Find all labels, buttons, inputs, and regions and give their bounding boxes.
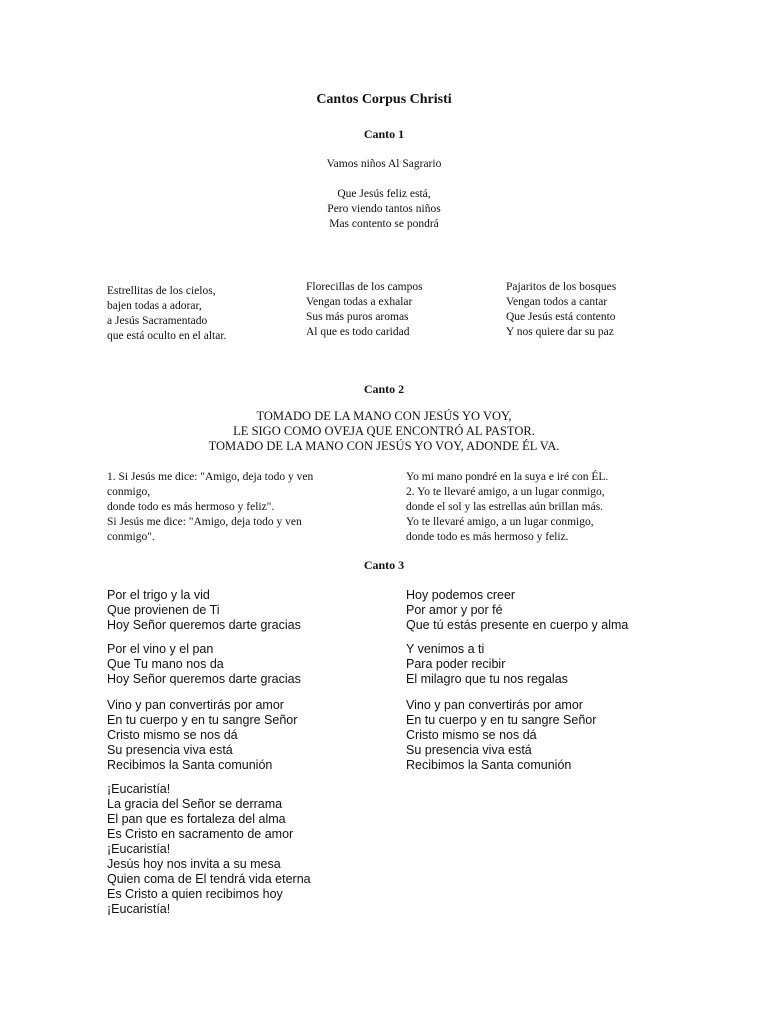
stanza-line: bajen todas a adorar, <box>107 300 202 312</box>
lyric-line: ¡Eucaristía! <box>107 782 171 796</box>
lyric-line: Para poder recibir <box>406 657 506 671</box>
verse-line: 2. Yo te llevaré amigo, a un lugar conmigo, <box>406 486 605 498</box>
stanza-line: Y nos quiere dar su paz <box>506 326 614 338</box>
lyric-line: El pan que es fortaleza del alma <box>107 812 286 826</box>
lyric-line: Jesús hoy nos invita a su mesa <box>107 857 281 871</box>
lyric-line: En tu cuerpo y en tu sangre Señor <box>107 713 298 727</box>
stanza-line: Pajaritos de los bosques <box>506 281 617 293</box>
canto-1-heading: Canto 1 <box>363 127 405 141</box>
chorus-line: Mas contento se pondrá <box>329 218 439 230</box>
lyric-line: El milagro que tu nos regalas <box>406 672 568 686</box>
canto-3-left-stanza-2 <box>107 642 301 687</box>
canto-2-refrain <box>0 409 768 454</box>
lyric-line: ¡Eucaristía! <box>107 902 171 916</box>
stanza-line: Vengan todos a cantar <box>506 296 608 308</box>
verse-line: donde todo es más hermoso y feliz". <box>107 501 275 513</box>
lyric-line: Que Tu mano nos da <box>107 657 224 671</box>
stanza-line: Florecillas de los campos <box>306 281 423 293</box>
verse-line: Si Jesús me dice: "Amigo, deja todo y ven <box>107 516 302 528</box>
stanza-line: Al que es todo caridad <box>306 326 410 338</box>
canto-1-intro: Vamos niños Al Sagrario <box>326 158 442 170</box>
canto-3-right-stanza-2 <box>406 642 568 687</box>
refrain-line: TOMADO DE LA MANO CON JESÚS YO VOY, <box>256 409 512 423</box>
lyric-line: Que provienen de Ti <box>107 603 220 617</box>
refrain-line: TOMADO DE LA MANO CON JESÚS YO VOY, ADONDE ÉL VA. <box>208 439 560 453</box>
canto-3-right-stanza-1 <box>406 588 628 633</box>
chorus-line: Que Jesús feliz está, <box>337 188 431 200</box>
canto-1-stanza-stars <box>107 284 226 344</box>
verse-line: 1. Si Jesús me dice: "Amigo, deja todo y ven <box>107 471 314 483</box>
stanza-line: que está oculto en el altar. <box>107 330 227 342</box>
refrain-line: LE SIGO COMO OVEJA QUE ENCONTRÓ AL PASTOR. <box>233 424 535 438</box>
lyric-line: Cristo mismo se nos dá <box>406 728 537 742</box>
lyric-line: Hoy Señor queremos darte gracias <box>107 618 301 632</box>
canto-3-left-stanza-1 <box>107 588 301 633</box>
verse-line: conmigo". <box>107 531 155 543</box>
lyric-line: Hoy Señor queremos darte gracias <box>107 672 301 686</box>
verse-line: Yo mi mano pondré en la suya e iré con ÉL. <box>406 471 609 483</box>
lyric-line: Por amor y por fé <box>406 603 503 617</box>
lyric-line: Recibimos la Santa comunión <box>107 758 273 772</box>
canto-3-right-stanza-3 <box>406 698 596 773</box>
lyric-line: Por el trigo y la vid <box>107 588 210 602</box>
lyric-line: ¡Eucaristía! <box>107 842 171 856</box>
lyric-line: Hoy podemos creer <box>406 588 516 602</box>
chorus-line: Pero viendo tantos niños <box>327 203 441 215</box>
lyric-line: Quien coma de El tendrá vida eterna <box>107 872 311 886</box>
stanza-line: a Jesús Sacramentado <box>107 315 208 327</box>
lyric-line: Cristo mismo se nos dá <box>107 728 238 742</box>
lyric-line: La gracia del Señor se derrama <box>107 797 283 811</box>
canto-3-heading: Canto 3 <box>363 558 405 572</box>
stanza-line: Sus más puros aromas <box>306 311 409 323</box>
stanza-line: Que Jesús está contento <box>506 311 616 323</box>
lyric-line: Es Cristo a quien recibimos hoy <box>107 887 283 901</box>
stanza-line: Estrellitas de los cielos, <box>107 285 216 297</box>
verse-line: Yo te llevaré amigo, a un lugar conmigo, <box>406 516 594 528</box>
canto-3-left-stanza-3 <box>107 698 297 773</box>
lyric-line: Su presencia viva está <box>107 743 233 757</box>
verse-line: donde el sol y las estrellas aún brillan más. <box>406 501 604 513</box>
verse-line: conmigo, <box>107 486 151 498</box>
canto-1-chorus <box>0 187 768 232</box>
canto-2-verse-left <box>107 470 313 545</box>
lyric-line: Vino y pan convertirás por amor <box>406 698 583 712</box>
lyric-line: En tu cuerpo y en tu sangre Señor <box>406 713 597 727</box>
lyric-line: Su presencia viva está <box>406 743 532 757</box>
canto-1-stanza-birds <box>506 280 616 340</box>
lyric-line: Que tú estás presente en cuerpo y alma <box>406 618 629 632</box>
canto-2-heading: Canto 2 <box>363 382 405 396</box>
stanza-line: Vengan todas a exhalar <box>306 296 413 308</box>
canto-1-stanza-flowers <box>306 280 423 340</box>
canto-3-left-stanza-4 <box>107 782 311 917</box>
canto-2-verse-right <box>406 470 608 545</box>
lyric-line: Es Cristo en sacramento de amor <box>107 827 294 841</box>
lyric-line: Y venimos a ti <box>406 642 485 656</box>
lyric-line: Recibimos la Santa comunión <box>406 758 572 772</box>
page-title: Cantos Corpus Christi <box>316 92 452 107</box>
lyric-line: Vino y pan convertirás por amor <box>107 698 284 712</box>
verse-line: donde todo es más hermoso y feliz. <box>406 531 569 543</box>
lyric-line: Por el vino y el pan <box>107 642 214 656</box>
